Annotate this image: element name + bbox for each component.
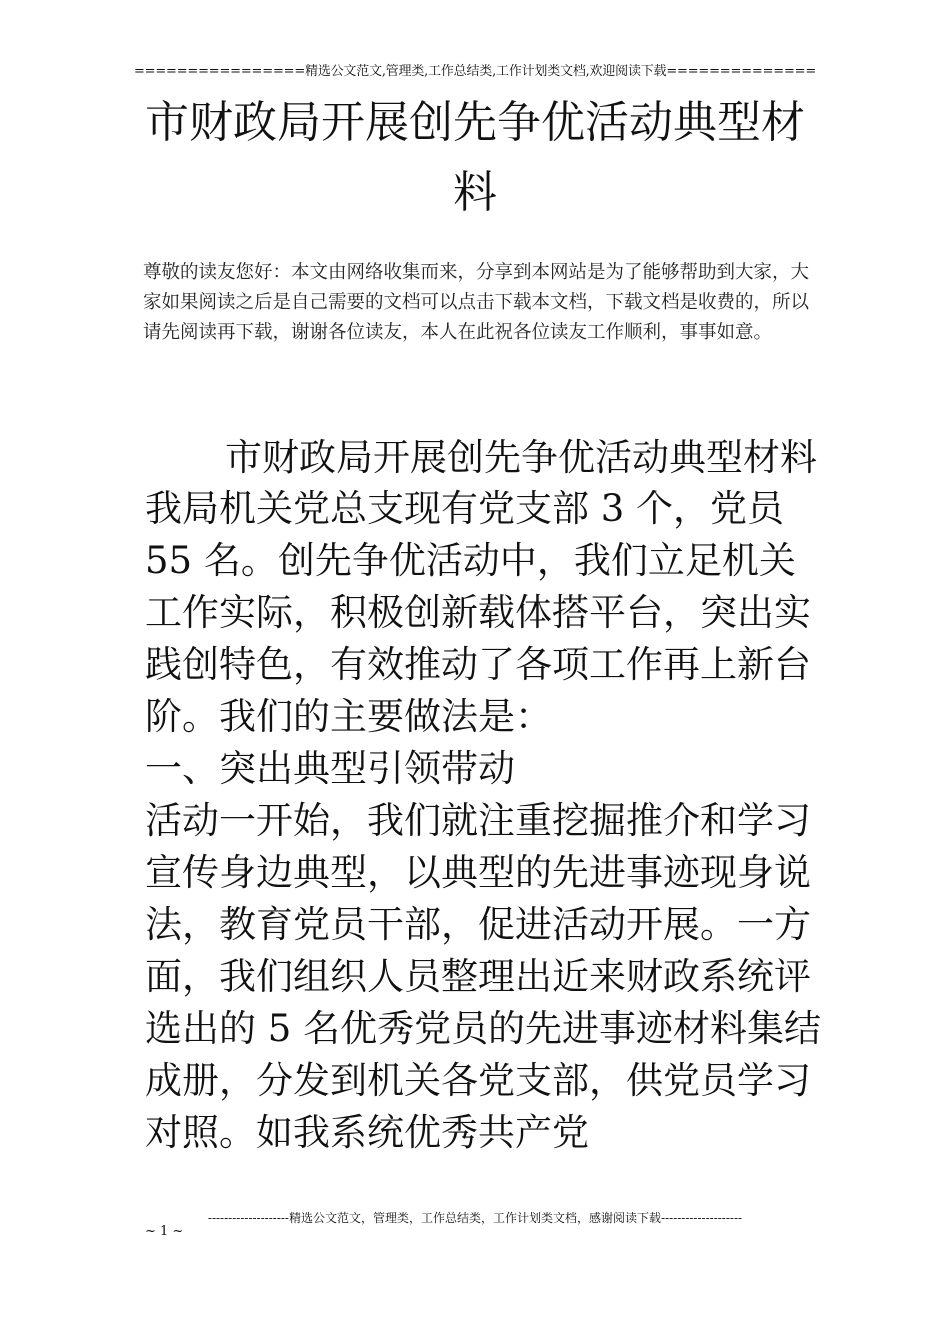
body-paragraph-section-1: 活动一开始，我们就注重挖掘推介和学习宣传身边典型，以典型的先进事迹现身说法，教育党员干部，促进活动开展。一方面，我们组织人员整理出近来财政系统评选出的 5 名优秀党员的先进事迹材料集结成册，分发到机关各党支部，供党员学习对照。如我系统优秀共产党	[145, 799, 822, 1154]
document-body	[145, 433, 825, 1159]
page-number: ~ 1 ~	[145, 1224, 184, 1239]
header-banner: ================精选公文范文,管理类,工作总结类,工作计划类文档,欢迎阅读下载==============	[133, 64, 817, 79]
document-title	[0, 88, 950, 228]
reader-notice: 尊敬的读友您好：本文由网络收集而来，分享到本网站是为了能够帮助到大家，大家如果阅读之后是自己需要的文档可以点击下载本文档，下载文档是收费的，所以请先阅读再下载，谢谢各位读友，本人在此祝各位读友工作顺利，事事如意。	[143, 262, 810, 343]
section-heading-1: 一、突出典型引领带动	[145, 747, 515, 790]
footer-banner: --------------------精选公文范文，管理类，工作总结类，工作计划类文档，感谢阅读下载--------------------	[207, 1211, 743, 1225]
body-title: 市财政局开展创先争优活动典型材料	[225, 436, 817, 479]
document-title-line-2: 料	[453, 167, 497, 218]
document-title-line-1: 市财政局开展创先争优活动典型材	[145, 97, 805, 148]
body-paragraph-intro: 我局机关党总支现有党支部 3 个，党员 55 名。创先争优活动中，我们立足机关工作实际，积极创新载体搭平台，突出实践创特色，有效推动了各项工作再上新台阶。我们的主要做法是：	[145, 487, 811, 738]
